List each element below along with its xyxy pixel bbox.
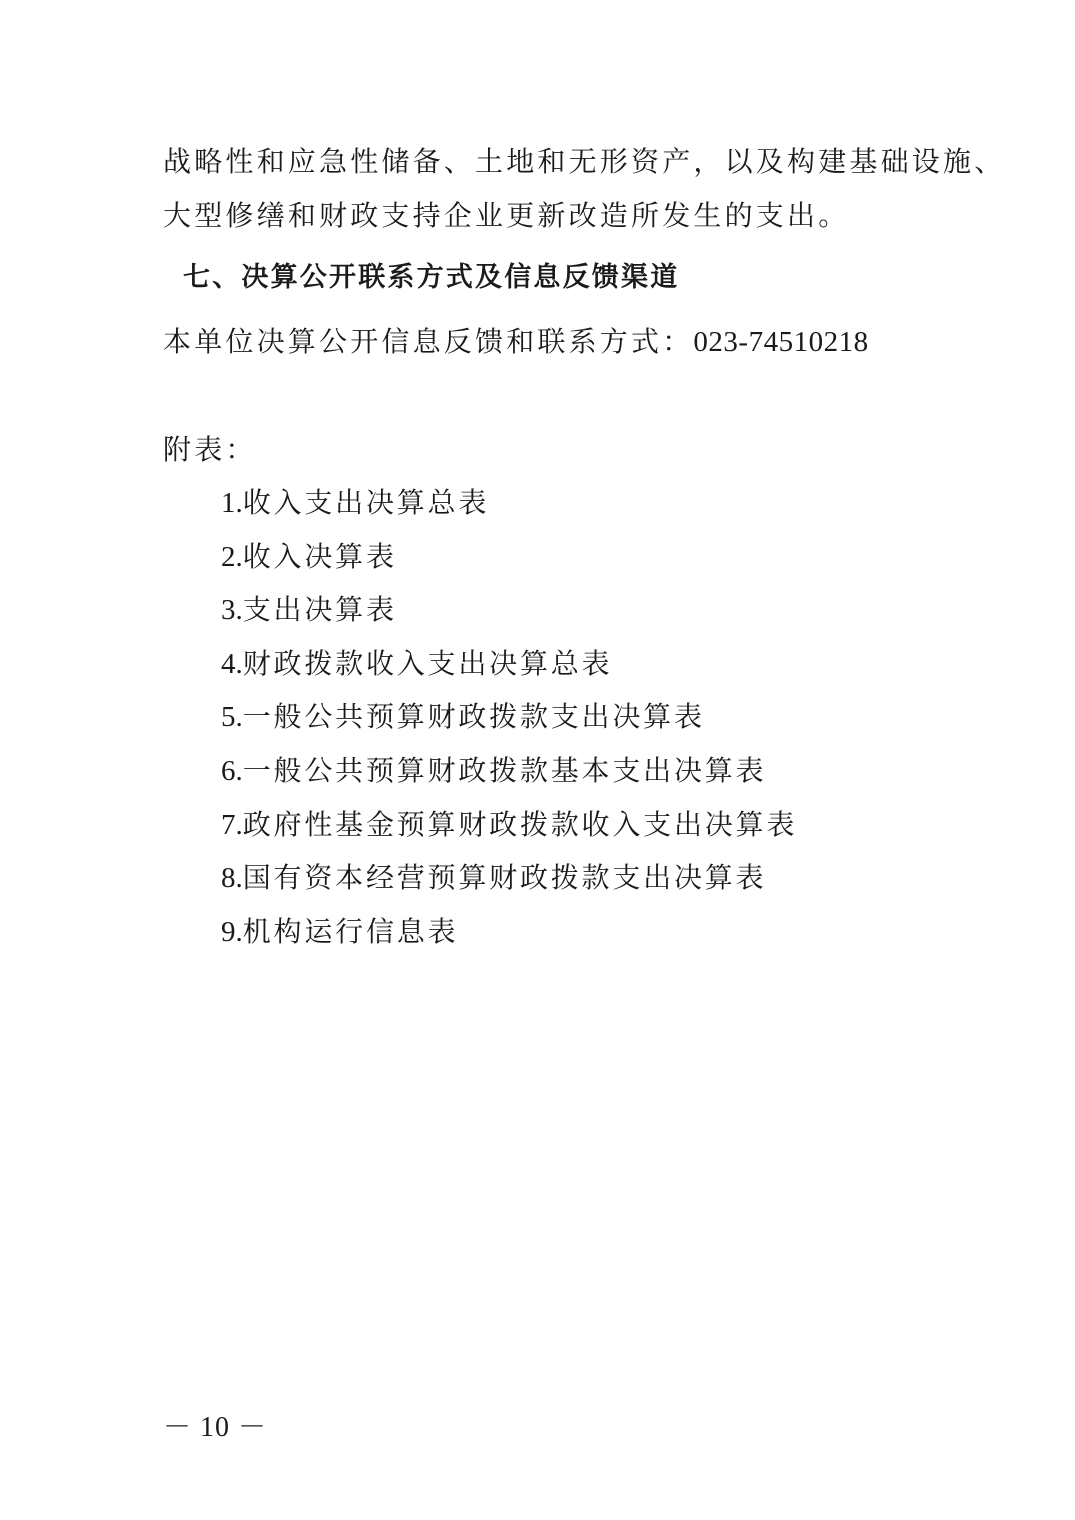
appendix-item-number: 2.	[221, 540, 243, 573]
appendix-item	[221, 910, 797, 964]
appendix-item-text: 机构运行信息表	[242, 914, 459, 948]
appendix-item-number: 9.	[221, 915, 243, 948]
appendix-list	[221, 481, 797, 963]
appendix-item-text: 政府性基金预算财政拨款收入支出决算表	[242, 807, 798, 841]
appendix-item	[221, 695, 797, 749]
appendix-item-number: 4.	[221, 647, 243, 680]
paragraph-line-2: 大型修缮和财政支持企业更新改造所发生的支出。	[163, 199, 850, 232]
contact-line	[163, 322, 869, 362]
appendix-item-number: 3.	[221, 594, 243, 627]
contact-phone: 023-74510218	[693, 326, 869, 358]
appendix-item-text: 一般公共预算财政拨款支出决算表	[242, 700, 705, 734]
appendix-item-number: 6.	[221, 754, 243, 787]
appendix-title: 附表：	[163, 433, 257, 466]
appendix-item-number: 7.	[221, 808, 243, 841]
appendix-item	[221, 588, 797, 642]
appendix-item-number: 5.	[221, 701, 243, 734]
appendix-item	[221, 642, 797, 696]
appendix-item	[221, 481, 797, 535]
appendix-item-text: 收入决算表	[242, 539, 397, 573]
appendix-item-text: 收入支出决算总表	[242, 486, 490, 519]
appendix-item-text: 支出决算表	[242, 593, 397, 627]
appendix-item	[221, 803, 797, 857]
appendix-item	[221, 749, 797, 803]
appendix-item-text: 国有资本经营预算财政拨款支出决算表	[242, 861, 767, 895]
appendix-item-text: 一般公共预算财政拨款基本支出决算表	[242, 753, 767, 787]
appendix-item	[221, 856, 797, 910]
page-number: － 10 －	[163, 1412, 268, 1443]
appendix-item	[221, 535, 797, 589]
section-heading: 七、决算公开联系方式及信息反馈渠道	[183, 262, 680, 293]
appendix-item-text: 财政拨款收入支出决算总表	[242, 646, 613, 680]
paragraph-line-1: 战略性和应急性储备、土地和无形资产，以及构建基础设施、	[163, 145, 1006, 178]
contact-label: 本单位决算公开信息反馈和联系方式：	[163, 325, 694, 358]
appendix-item-number: 8.	[221, 862, 243, 895]
appendix-item-number: 1.	[221, 487, 243, 519]
